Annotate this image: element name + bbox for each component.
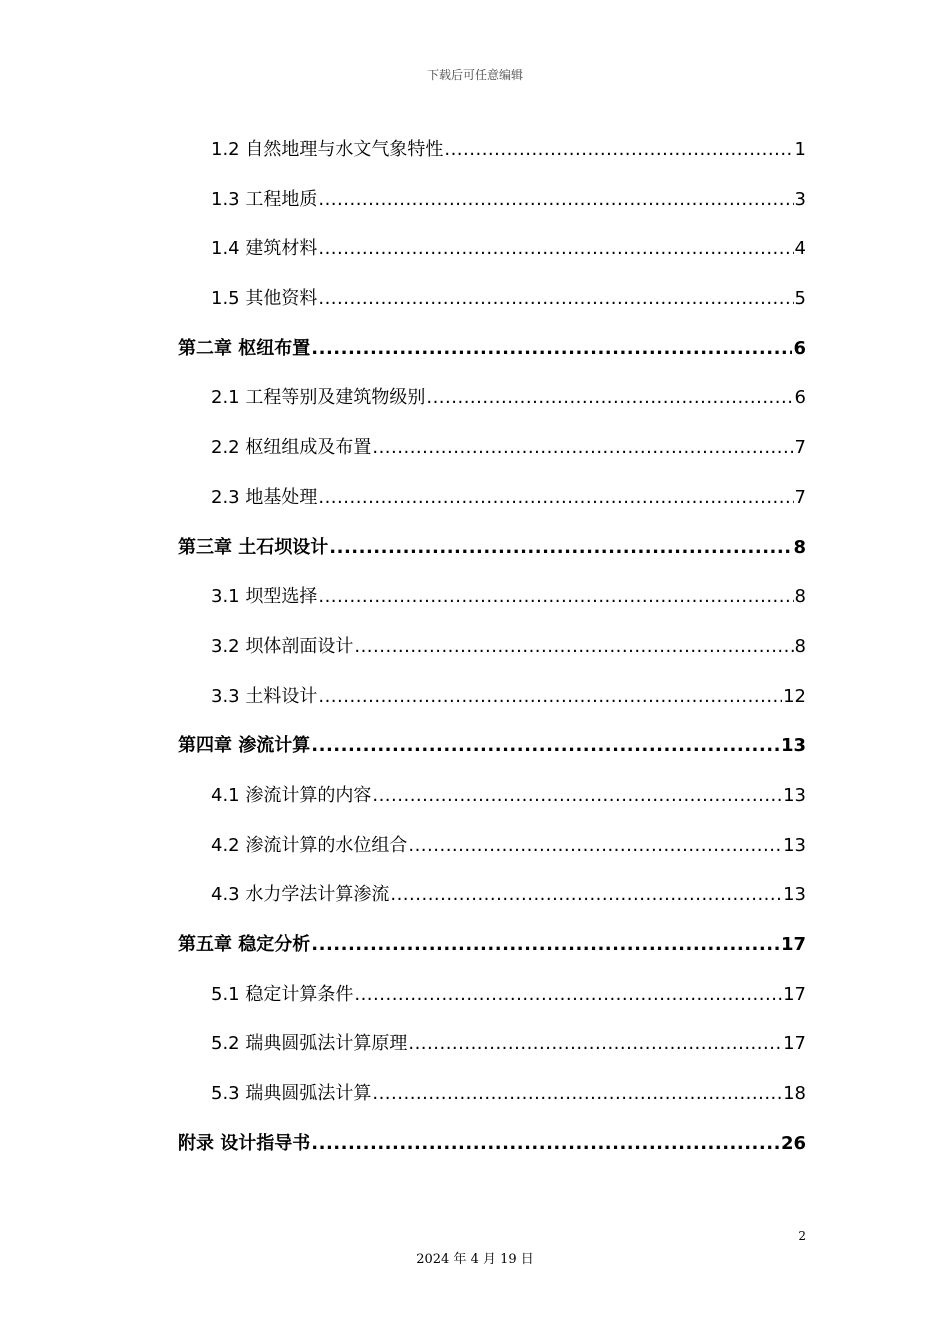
toc-section-entry[interactable] [178,481,806,531]
toc-section-entry[interactable] [178,1077,806,1127]
toc-section-entry[interactable] [178,431,806,481]
page-header: 下载后可任意编辑 [426,68,523,82]
toc-section-entry[interactable] [178,680,806,730]
toc-dot-leader [426,381,793,415]
toc-entry-page: 13 [783,884,806,906]
toc-dot-leader [311,928,780,962]
toc-entry-title: 第三章 土石坝设计 [178,536,329,558]
toc-chapter-entry[interactable] [178,928,806,978]
toc-section-entry[interactable] [178,779,806,829]
toc-entry-title: 2.3 地基处理 [211,486,318,508]
toc-entry-page: 6 [794,387,806,409]
toc-entry-title: 5.2 瑞典圆弧法计算原理 [211,1033,408,1055]
toc-entry-page: 8 [794,586,806,608]
toc-section-entry[interactable] [178,381,806,431]
toc-entry-title: 1.4 建筑材料 [211,238,318,260]
toc-entry-page: 13 [780,735,806,757]
toc-dot-leader [329,531,792,565]
toc-entry-page: 3 [794,188,806,210]
toc-dot-leader [318,481,793,515]
toc-chapter-entry[interactable] [178,531,806,581]
toc-section-entry[interactable] [178,978,806,1028]
toc-dot-leader [318,183,793,217]
toc-dot-leader [311,332,792,366]
toc-entry-title: 4.3 水力学法计算渗流 [211,884,390,906]
toc-dot-leader [311,729,780,763]
toc-entry-title: 5.1 稳定计算条件 [211,983,354,1005]
toc-entry-page: 17 [783,983,806,1005]
toc-entry-page: 13 [783,834,806,856]
toc-entry-page: 7 [794,486,806,508]
toc-section-entry[interactable] [178,580,806,630]
toc-section-entry[interactable] [178,133,806,183]
footer-date: 2024 年 4 月 19 日 [416,1252,534,1267]
toc-entry-title: 4.2 渗流计算的水位组合 [211,834,408,856]
toc-entry-title: 1.2 自然地理与水文气象特性 [211,139,444,160]
toc-chapter-entry[interactable] [178,1127,806,1177]
toc-entry-page: 1 [794,139,806,160]
toc-entry-title: 2.1 工程等别及建筑物级别 [211,387,426,409]
toc-section-entry[interactable] [178,878,806,928]
toc-entry-title: 1.3 工程地质 [211,188,318,210]
toc-entry-title: 3.2 坝体剖面设计 [211,635,354,657]
toc-section-entry[interactable] [178,630,806,680]
toc-dot-leader [408,829,782,863]
toc-entry-title: 1.5 其他资料 [211,288,318,310]
toc-dot-leader [372,1077,782,1111]
toc-section-entry[interactable] [178,1027,806,1077]
toc-section-entry[interactable] [178,829,806,879]
toc-entry-title: 4.1 渗流计算的内容 [211,784,372,806]
toc-dot-leader [354,978,782,1012]
toc-entry-page: 6 [793,337,806,359]
toc-dot-leader [354,630,793,664]
toc-entry-page: 13 [783,784,806,806]
toc-chapter-entry[interactable] [178,332,806,382]
toc-chapter-entry[interactable] [178,729,806,779]
toc-dot-leader [390,878,782,912]
toc-entry-page: 5 [794,288,806,310]
toc-dot-leader [372,779,782,813]
toc-entry-title: 3.3 土料设计 [211,685,318,707]
toc-entry-page: 26 [780,1132,806,1154]
toc-entry-page: 8 [793,536,806,558]
toc-dot-leader [372,431,793,465]
toc-entry-page: 18 [783,1083,806,1105]
toc-dot-leader [444,133,793,167]
toc-section-entry[interactable] [178,232,806,282]
toc-entry-title: 2.2 枢纽组成及布置 [211,437,372,459]
toc-entry-page: 17 [780,934,806,955]
page-number: 2 [798,1229,806,1243]
toc-section-entry[interactable] [178,282,806,332]
toc-entry-title: 5.3 瑞典圆弧法计算 [211,1083,372,1105]
toc-entry-title: 3.1 坝型选择 [211,586,318,608]
toc-dot-leader [408,1027,782,1061]
toc-dot-leader [311,1127,780,1161]
toc-section-entry[interactable] [178,183,806,233]
toc-dot-leader [318,282,793,316]
toc-entry-title: 第五章 稳定分析 [178,934,311,955]
toc-entry-title: 第二章 枢纽布置 [178,337,311,359]
toc-entry-page: 4 [794,238,806,260]
table-of-contents [178,133,806,1176]
toc-entry-page: 12 [783,685,806,707]
toc-entry-page: 17 [783,1033,806,1055]
toc-dot-leader [318,680,782,714]
toc-dot-leader [318,580,793,614]
toc-entry-title: 附录 设计指导书 [178,1132,311,1154]
toc-entry-title: 第四章 渗流计算 [178,735,311,757]
toc-dot-leader [318,232,793,266]
toc-entry-page: 7 [794,437,806,459]
toc-entry-page: 8 [794,635,806,657]
